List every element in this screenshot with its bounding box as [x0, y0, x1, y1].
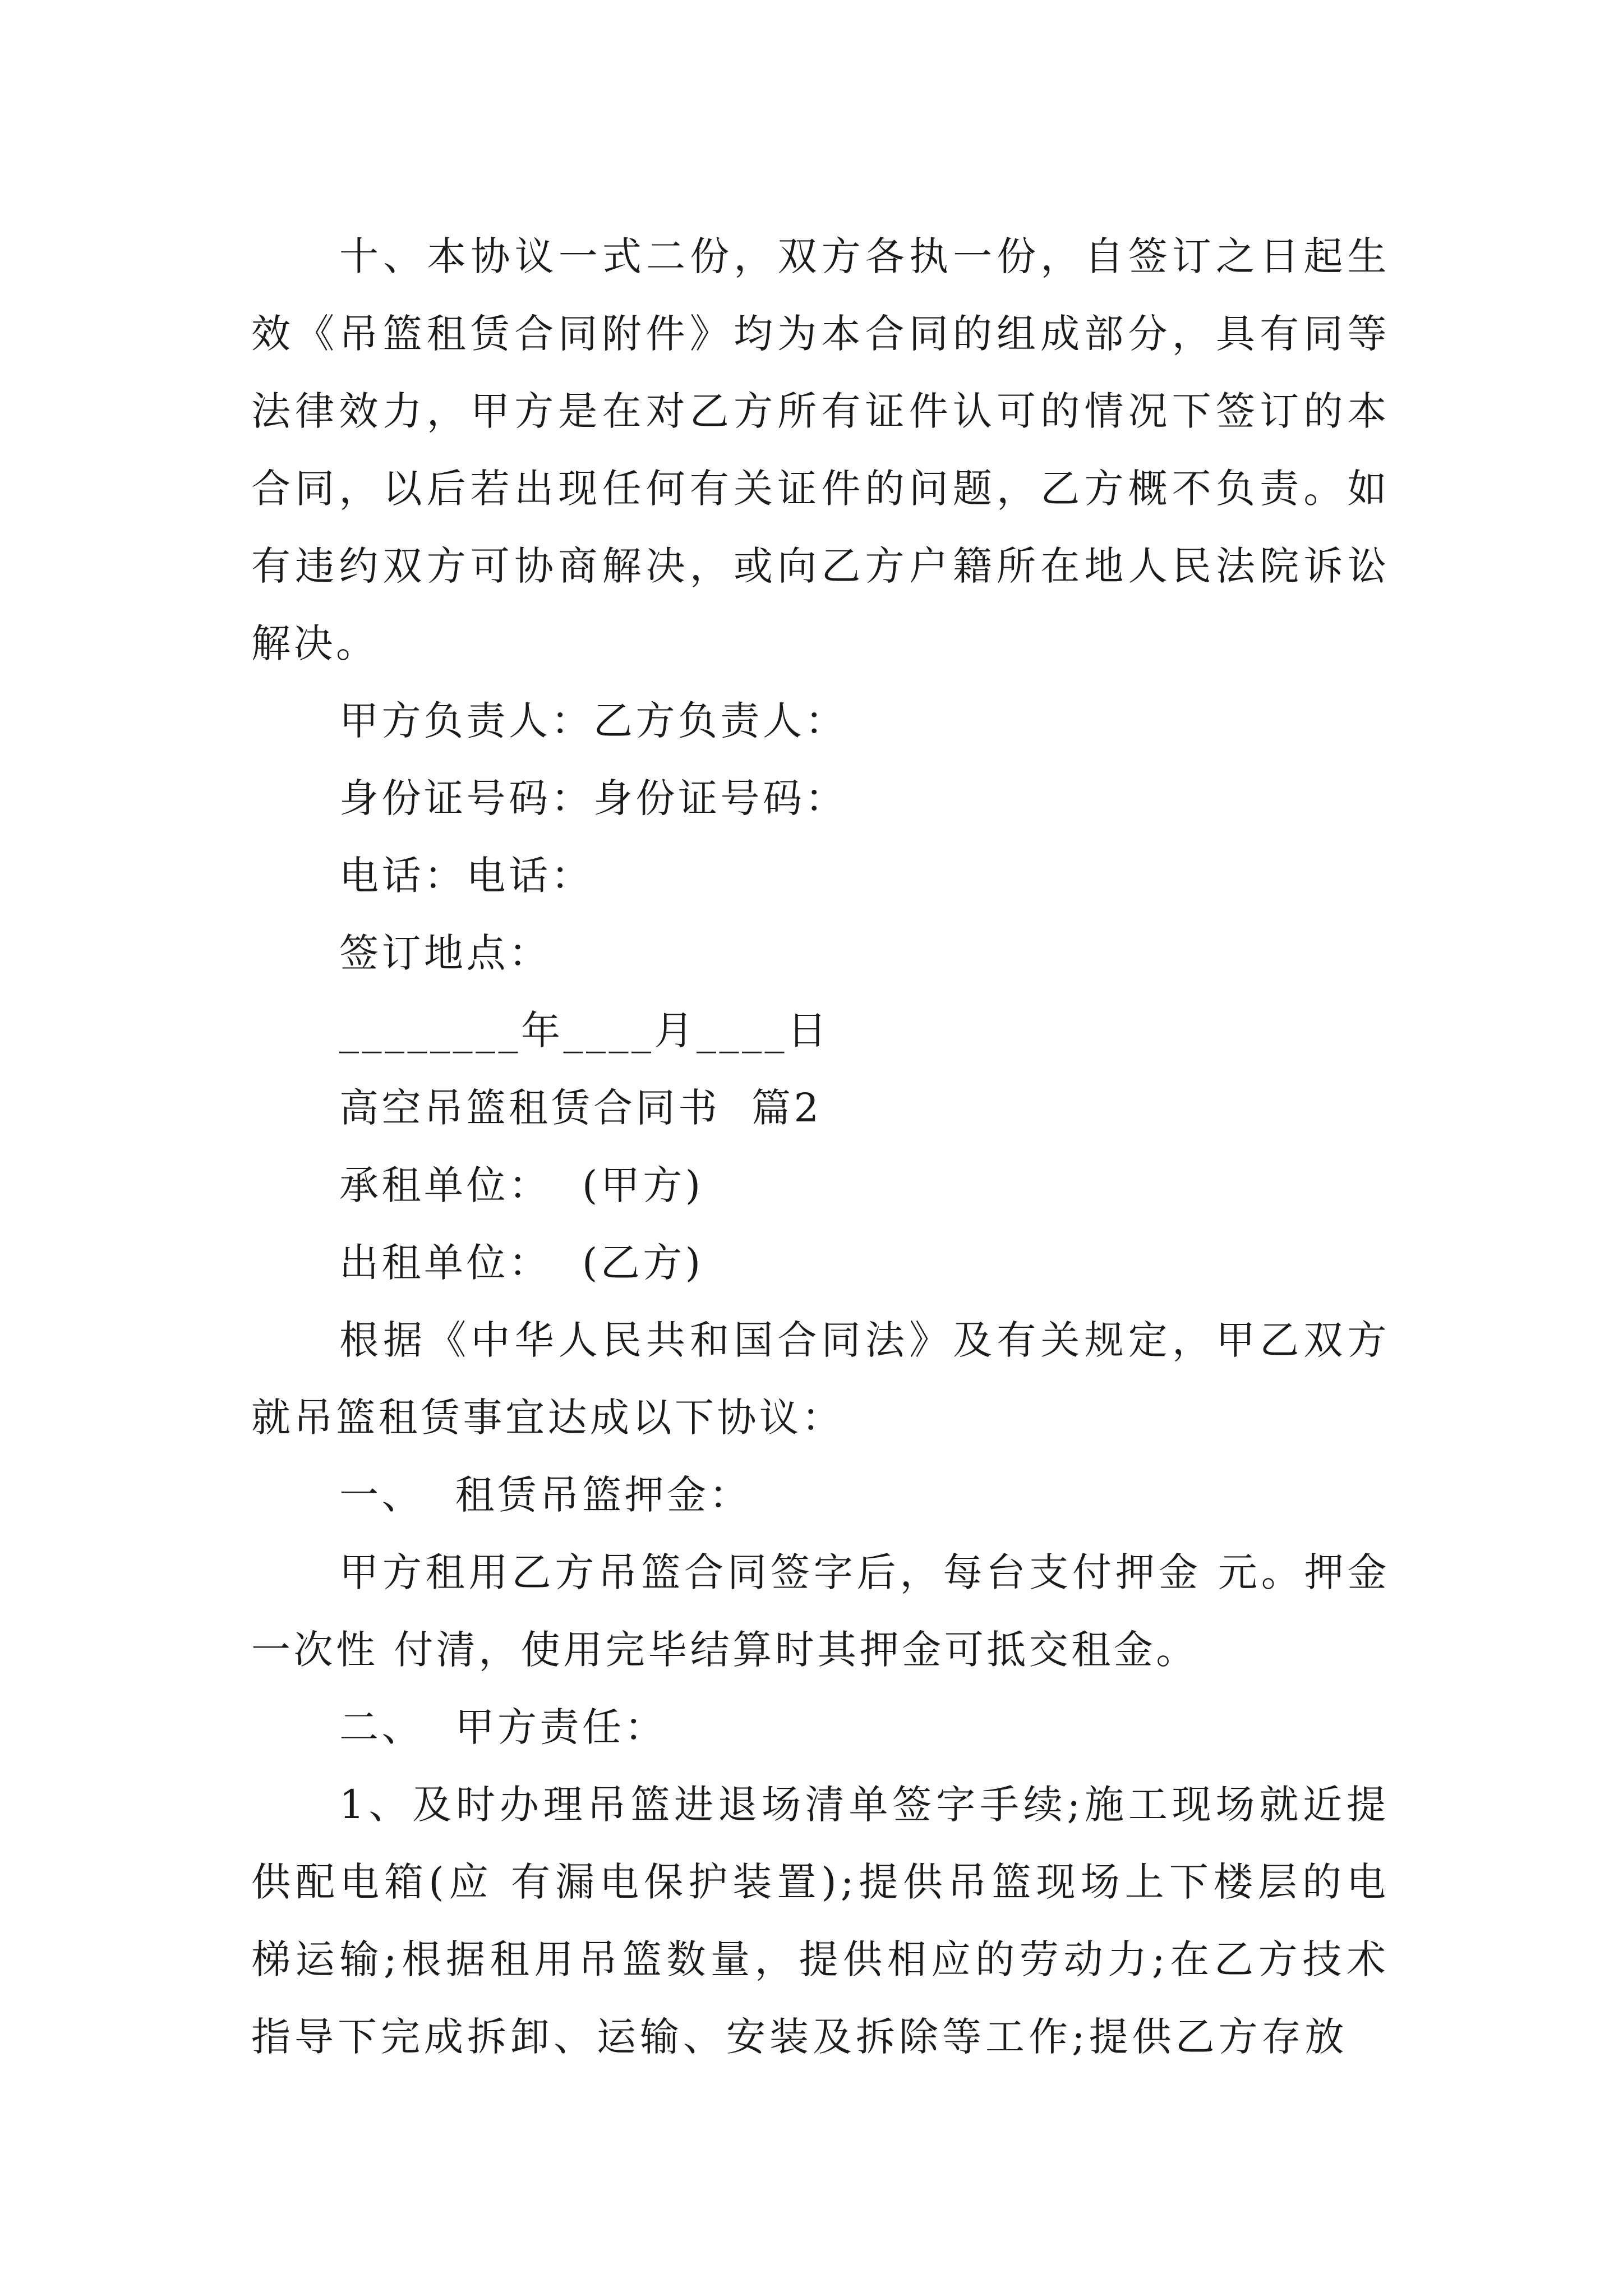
id-number-line: 身份证号码：身份证号码：: [339, 775, 847, 821]
heading-party-a-duty: 二、 甲方责任：: [339, 1704, 667, 1750]
paragraph-party-a-duty-1: 1、及时办理吊篮进退场清单签字手续;施工现场就近提供配电箱(应 有漏电保护装置);提供吊篮现场上下楼层的电梯运输;根据租用吊篮数量，提供相应的劳动力;在乙方技术指导下完成拆卸、运输、安装及拆除等工作;提供乙方存放: [251, 1782, 1390, 2060]
section-title: 高空吊篮租赁合同书 篇2: [339, 1085, 822, 1131]
lessee-line: 承租单位： (甲方): [339, 1162, 704, 1208]
phone-line: 电话：电话：: [339, 853, 593, 899]
heading-deposit: 一、 租赁吊篮押金：: [339, 1472, 752, 1518]
date-line: ________年____月____日: [339, 1007, 830, 1053]
signing-location-line: 签订地点：: [339, 930, 551, 976]
party-a-b-representative: 甲方负责人：乙方负责人：: [339, 698, 847, 744]
paragraph-intro: 根据《中华人民共和国合同法》及有关规定，甲乙双方就吊篮租赁事宜达成以下协议：: [251, 1317, 1390, 1441]
paragraph-clause-10: 十、本协议一式二份，双方各执一份，自签订之日起生效《吊篮租赁合同附件》均为本合同的组成部分，具有同等法律效力，甲方是在对乙方所有证件认可的情况下签订的本合同，以后若出现任何有关证件的问题，乙方概不负责。如有违约双方可协商解决，或向乙方户籍所在地人民法院诉讼解决。: [251, 233, 1390, 666]
document-body: [251, 218, 1390, 2076]
paragraph-deposit: 甲方租用乙方吊篮合同签字后，每台支付押金 元。押金一次性 付清，使用完毕结算时其押金可抵交租金。: [251, 1549, 1390, 1673]
lessor-line: 出租单位： (乙方): [339, 1240, 704, 1286]
